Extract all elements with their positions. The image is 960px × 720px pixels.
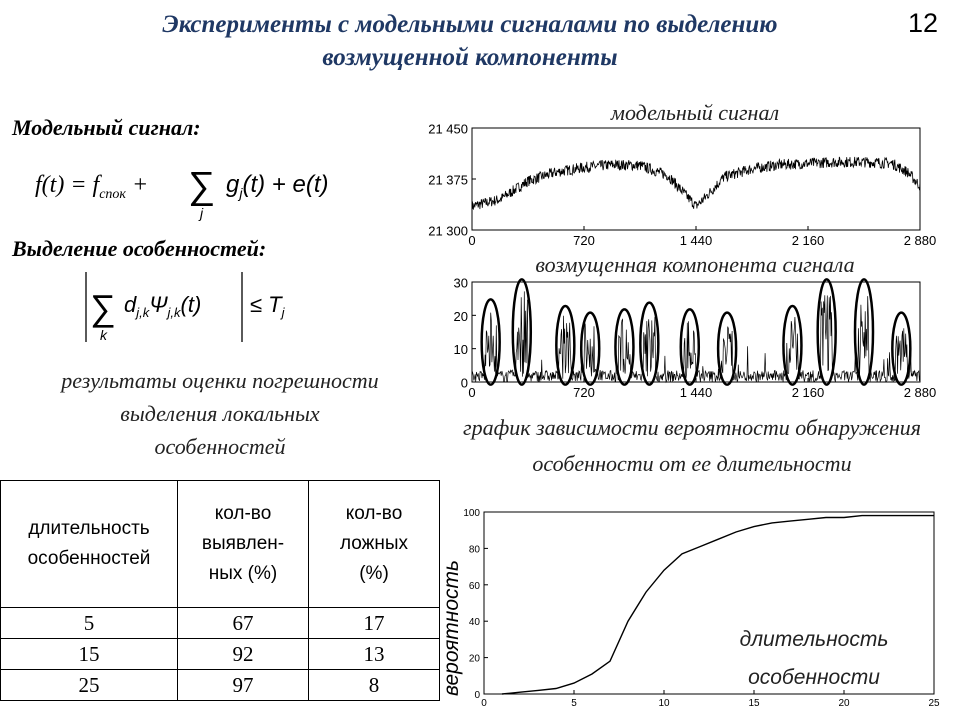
- x-tick-label: 2 160: [791, 385, 825, 400]
- header-detected: кол-во выявлен- ных (%): [178, 481, 309, 608]
- table-cell: 8: [309, 670, 440, 701]
- svg-text:f(t) = fспок +: $f(t) = f_{спок}$ +: [35, 172, 149, 202]
- x-tick-label: 0: [468, 233, 476, 248]
- y-tick-label: 30: [453, 275, 468, 291]
- x-tick-label: 2 160: [791, 233, 825, 248]
- peak-highlight-ellipse: [855, 279, 873, 384]
- table-row: [1, 670, 440, 701]
- svg-text:∑: ∑: [188, 165, 216, 207]
- model-signal-chart: [410, 118, 937, 250]
- table-row: [1, 608, 440, 639]
- svg-text:≤ Tj: ≤ $T_j$: [250, 292, 285, 320]
- y-tick-label: 20: [453, 308, 468, 324]
- chart2-title: возмущенная компонента сигнала: [535, 252, 855, 277]
- svg-text:dj,kΨj,k(t): $d_{j,k}\Psi_{j,k}(t)$: [124, 292, 202, 320]
- y-tick-label: 60: [468, 580, 480, 592]
- x-tick-label: 10: [658, 698, 670, 709]
- x-tick-label: 15: [748, 698, 760, 709]
- chart3-title: график зависимости вероятности обнаружения особенности от ее длительности: [463, 415, 921, 476]
- y-tick-label: 20: [468, 653, 480, 665]
- chart1-title: модельный сигнал: [610, 100, 780, 125]
- probability-chart: [430, 500, 942, 716]
- results-caption-line-1: результаты оценки погрешности: [61, 368, 379, 393]
- title-line-1: Эксперименты с модельными сигналами по выделению: [162, 11, 778, 38]
- results-caption-line-3: особенностей: [154, 434, 286, 459]
- title-line-2: возмущенной компоненты: [322, 44, 618, 71]
- feature-formula: [78, 268, 318, 348]
- y-tick-label: 80: [468, 544, 480, 556]
- results-table: [0, 480, 440, 701]
- table-cell: 67: [178, 608, 309, 639]
- model-formula: [30, 160, 360, 220]
- svg-text:j: j: [200, 205, 204, 221]
- svg-text:∑: ∑: [90, 287, 116, 328]
- y-tick-label: 21 450: [428, 121, 468, 137]
- svg-text:k: k: [100, 327, 107, 343]
- y-axis-label: вероятность: [440, 559, 463, 696]
- x-tick-label: 20: [838, 698, 850, 709]
- y-tick-label: 21 375: [428, 172, 468, 188]
- x-tick-label: 720: [573, 233, 595, 248]
- peak-highlight-ellipse: [681, 309, 699, 384]
- table-cell: 13: [309, 639, 440, 670]
- x-axis-label-line-1: длительность: [739, 628, 889, 651]
- x-tick-label: 0: [468, 385, 476, 400]
- peak-highlight-ellipse: [640, 303, 658, 385]
- y-tick-label: 0: [474, 690, 480, 701]
- signal-line: [472, 157, 920, 212]
- y-tick-label: 21 300: [428, 223, 468, 239]
- header-false: кол-во ложных (%): [309, 481, 440, 608]
- x-tick-label: 0: [481, 698, 487, 709]
- perturbed-component-chart: [410, 272, 937, 402]
- y-tick-label: 0: [460, 375, 468, 391]
- y-tick-label: 40: [468, 617, 480, 629]
- table-cell: 5: [1, 608, 178, 639]
- x-tick-label: 720: [573, 385, 595, 400]
- slide-number: 12: [907, 8, 938, 38]
- results-caption: [0, 364, 440, 463]
- y-tick-label: 100: [463, 508, 480, 519]
- features-heading: Выделение особенностей:: [12, 236, 267, 261]
- x-tick-label: 2 880: [903, 233, 937, 248]
- table-row: [1, 639, 440, 670]
- table-header-row: [1, 481, 440, 608]
- table-cell: 15: [1, 639, 178, 670]
- x-tick-label: 1 440: [679, 385, 713, 400]
- table-cell: 17: [309, 608, 440, 639]
- x-tick-label: 25: [928, 698, 940, 709]
- model-signal-heading: Модельный сигнал:: [12, 115, 201, 140]
- x-tick-label: 2 880: [903, 385, 937, 400]
- slide-title: [40, 8, 900, 74]
- table-cell: 92: [178, 639, 309, 670]
- x-axis-label-line-2: особенности: [748, 666, 880, 689]
- peak-highlight-ellipse: [482, 299, 500, 384]
- y-tick-label: 10: [453, 342, 468, 358]
- results-caption-line-2: выделения локальных: [120, 401, 320, 426]
- x-tick-label: 5: [571, 698, 577, 709]
- table-cell: 97: [178, 670, 309, 701]
- x-tick-label: 1 440: [679, 233, 713, 248]
- peak-highlight-ellipse: [615, 309, 633, 384]
- header-duration: длительность особенностей: [1, 481, 178, 608]
- table-cell: 25: [1, 670, 178, 701]
- svg-text:gj(t) + e(t): $g_j(t) + e(t)$: [226, 171, 329, 201]
- peak-highlight-ellipse: [818, 279, 836, 384]
